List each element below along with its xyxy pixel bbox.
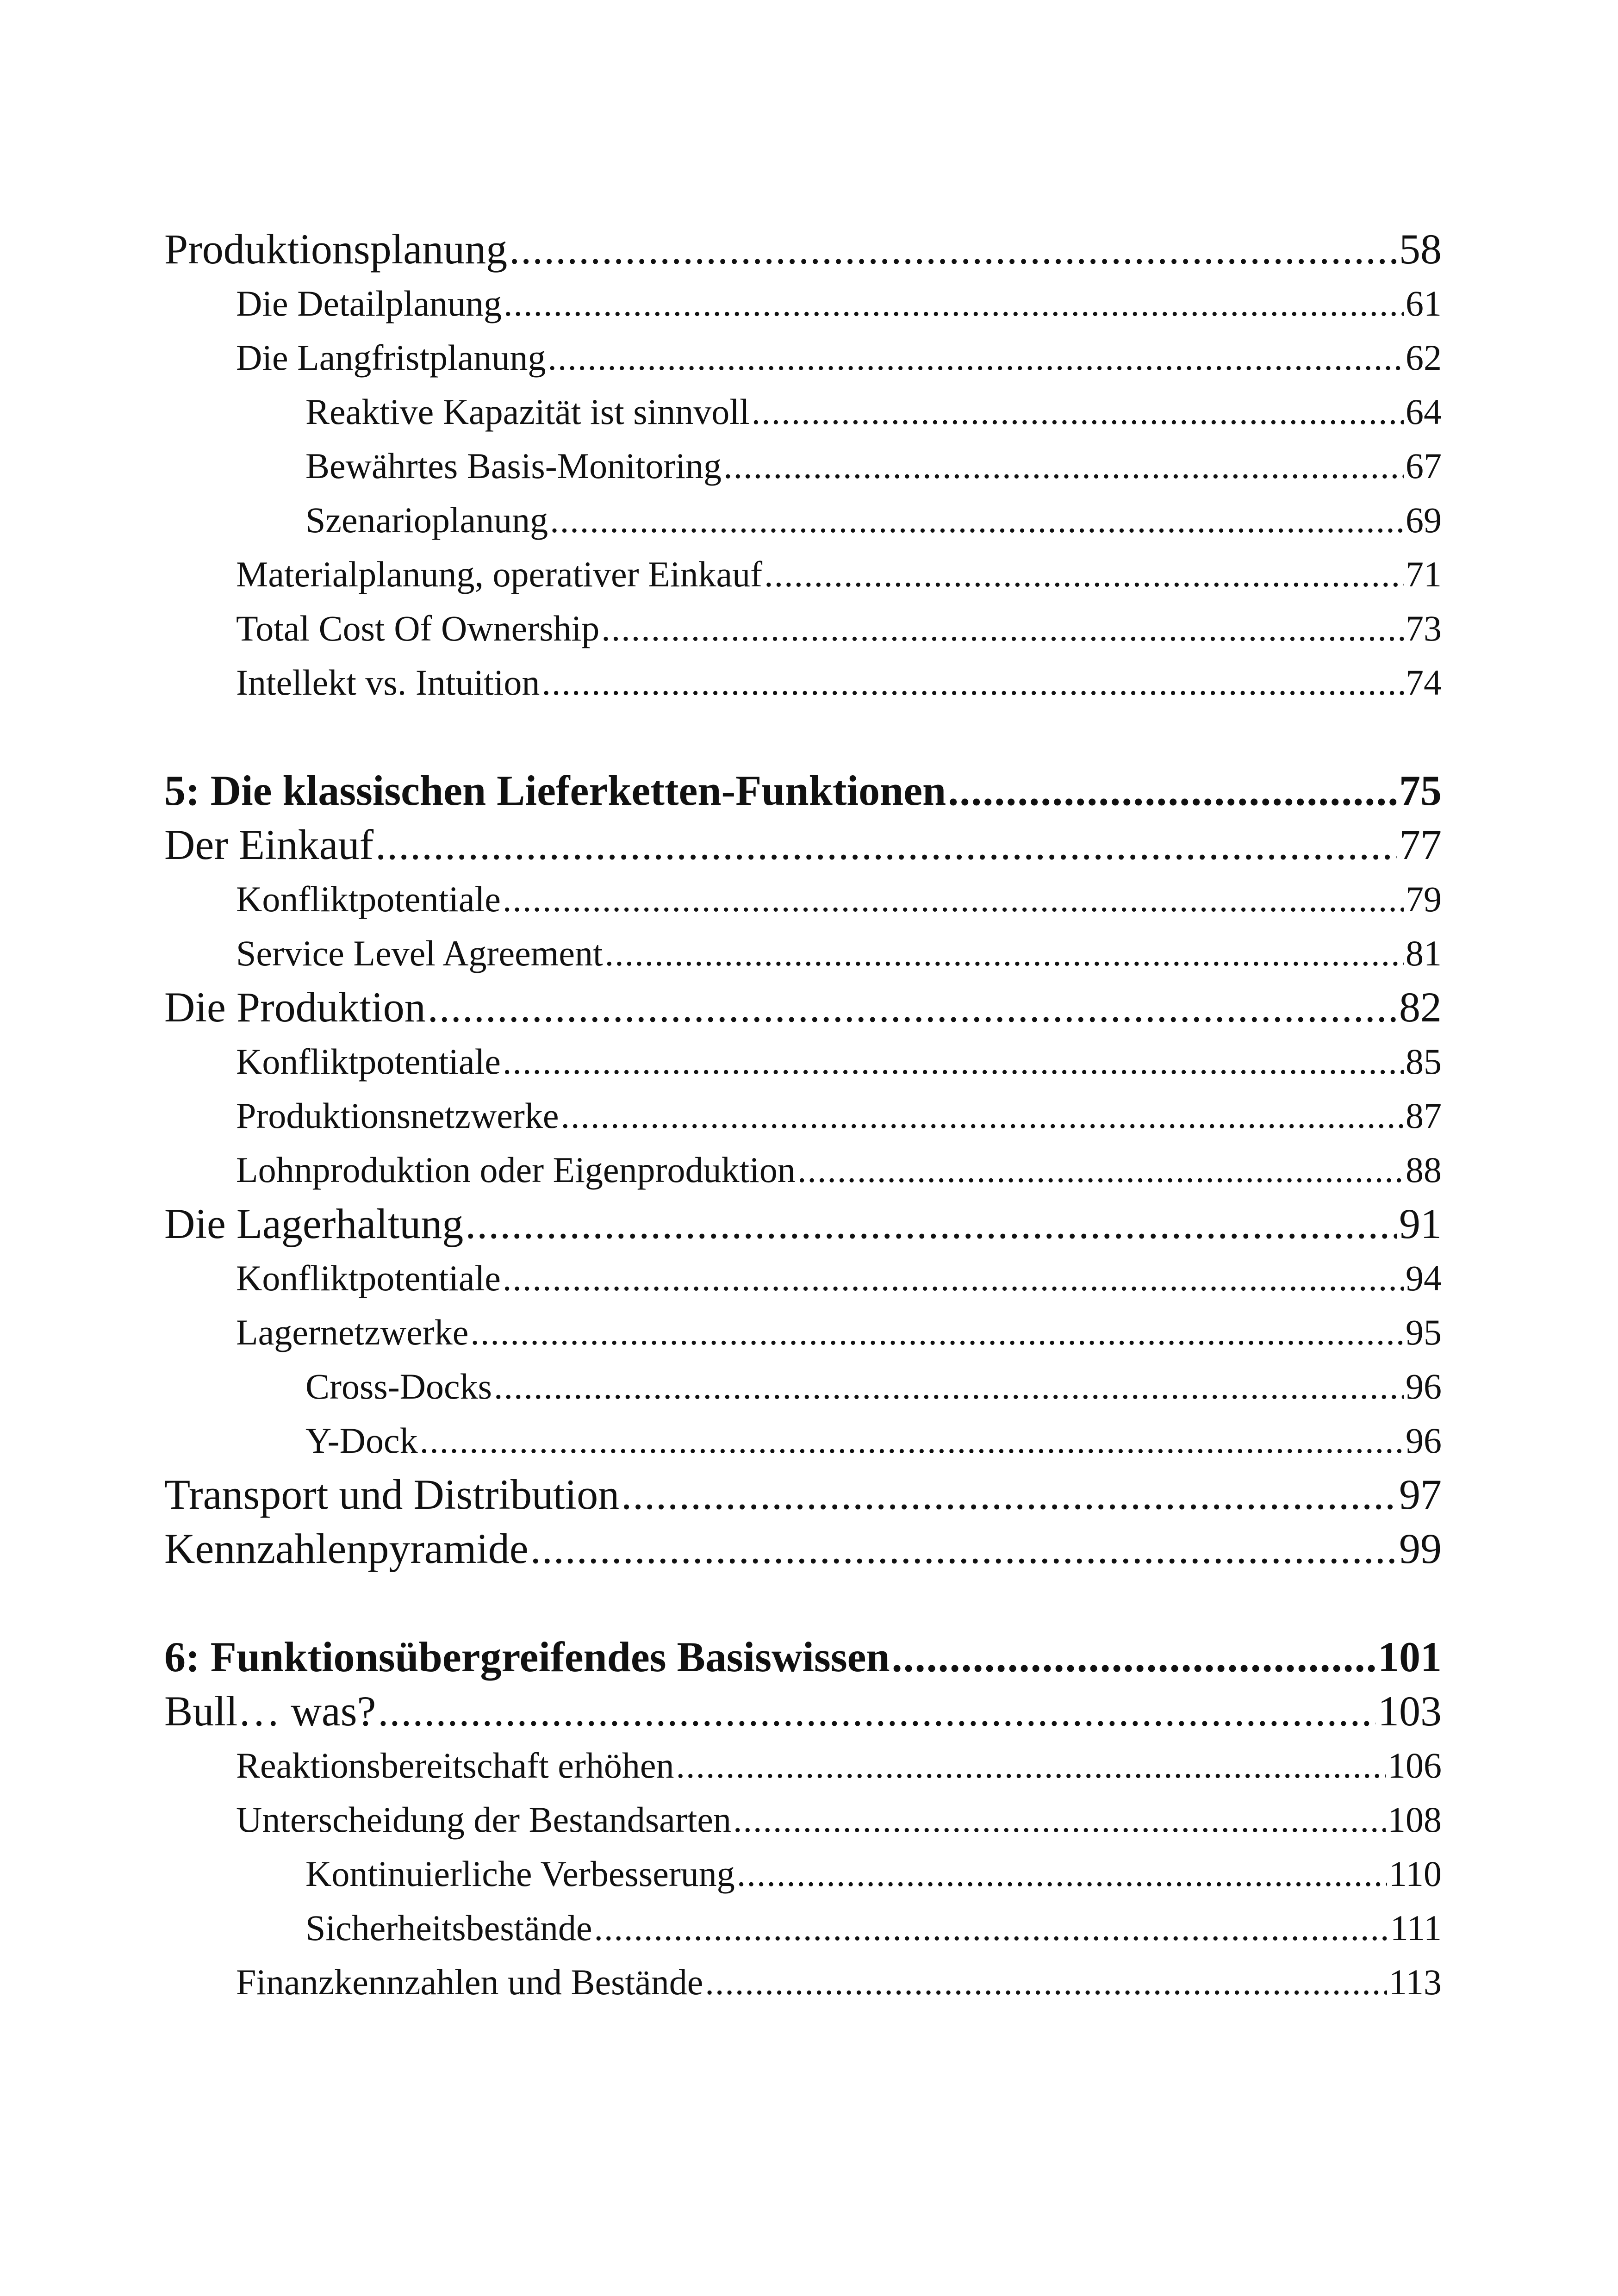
- dot-leader: [503, 872, 1404, 926]
- dot-leader: [428, 980, 1397, 1034]
- toc-entry-page: 99: [1399, 1525, 1442, 1572]
- toc-chapter-page: 101: [1378, 1633, 1442, 1680]
- toc-entry-title: Konfliktpotentiale: [236, 879, 501, 919]
- toc-entry-page: 79: [1406, 879, 1442, 919]
- toc-entry[interactable]: [164, 601, 1442, 655]
- toc-entry[interactable]: [164, 1955, 1442, 2009]
- toc-entry-title: Lagernetzwerke: [236, 1312, 469, 1352]
- toc-entry[interactable]: [164, 493, 1442, 547]
- toc-chapter-title: 6: Funktionsübergreifendes Basiswissen: [164, 1633, 890, 1680]
- dot-leader: [550, 493, 1404, 547]
- toc-entry-title: Die Detailplanung: [236, 283, 502, 324]
- dot-leader: [705, 1955, 1387, 2009]
- toc-entry-title: Bewährtes Basis-Monitoring: [305, 446, 722, 486]
- toc-entry-page: 71: [1406, 554, 1442, 594]
- dot-leader: [797, 1143, 1404, 1197]
- toc-entry-page: 81: [1406, 933, 1442, 973]
- toc-entry-page: 106: [1388, 1745, 1442, 1786]
- toc-entry[interactable]: [164, 439, 1442, 493]
- toc-entry-title: Sicherheitsbestände: [305, 1908, 592, 1948]
- toc-entry[interactable]: [164, 1413, 1442, 1468]
- toc-entry-title: Reaktionsbereitschaft erhöhen: [236, 1745, 674, 1786]
- dot-leader: [752, 385, 1404, 439]
- toc-entry-title: Kennzahlenpyramide: [164, 1525, 529, 1572]
- toc-entry[interactable]: [164, 1359, 1442, 1413]
- toc-entry-page: 110: [1388, 1854, 1442, 1894]
- toc-entry-page: 74: [1406, 662, 1442, 703]
- toc-entry[interactable]: [164, 330, 1442, 385]
- dot-leader: [621, 1468, 1397, 1522]
- dot-leader: [892, 1630, 1376, 1684]
- toc-entry-title: Cross-Docks: [305, 1366, 492, 1406]
- toc-entry-title: Die Lagerhaltung: [164, 1200, 464, 1247]
- toc-entry-page: 85: [1406, 1041, 1442, 1082]
- dot-leader: [530, 1522, 1397, 1576]
- toc-entry-page: 108: [1388, 1799, 1442, 1840]
- toc-entry[interactable]: [164, 547, 1442, 601]
- dot-leader: [561, 1089, 1404, 1143]
- table-of-contents: [164, 222, 1442, 2009]
- toc-entry-page: 69: [1406, 500, 1442, 540]
- dot-leader: [420, 1413, 1404, 1468]
- toc-entry-page: 96: [1406, 1420, 1442, 1461]
- dot-leader: [601, 601, 1404, 655]
- dot-leader: [723, 439, 1404, 493]
- toc-entry-page: 91: [1399, 1200, 1442, 1247]
- toc-entry-page: 97: [1399, 1471, 1442, 1518]
- toc-entry-title: Kontinuierliche Verbesserung: [305, 1854, 735, 1894]
- toc-entry-title: Service Level Agreement: [236, 933, 603, 973]
- toc-entry-page: 94: [1406, 1258, 1442, 1298]
- toc-entry[interactable]: [164, 1089, 1442, 1143]
- dot-leader: [737, 1847, 1387, 1901]
- dot-leader: [504, 276, 1404, 330]
- dot-leader: [465, 1197, 1397, 1251]
- toc-entry-title: Intellekt vs. Intuition: [236, 662, 540, 703]
- toc-entry[interactable]: [164, 1305, 1442, 1359]
- dot-leader: [948, 764, 1397, 818]
- toc-entry[interactable]: [164, 385, 1442, 439]
- dot-leader: [470, 1305, 1404, 1359]
- dot-leader: [764, 547, 1404, 601]
- dot-leader: [375, 818, 1397, 872]
- dot-leader: [378, 1684, 1376, 1738]
- toc-chapter-heading[interactable]: [164, 1630, 1442, 1684]
- dot-leader: [548, 330, 1404, 385]
- toc-entry-title: Bull… was?: [164, 1687, 376, 1735]
- dot-leader: [594, 1901, 1388, 1955]
- toc-entry-title: Finanzkennzahlen und Bestände: [236, 1962, 703, 2002]
- toc-chapter-page: 75: [1399, 767, 1442, 814]
- toc-entry[interactable]: [164, 276, 1442, 330]
- toc-entry-page: 73: [1406, 608, 1442, 648]
- toc-entry[interactable]: [164, 1847, 1442, 1901]
- toc-entry[interactable]: [164, 1251, 1442, 1305]
- toc-entry-page: 111: [1390, 1908, 1442, 1948]
- dot-leader: [503, 1251, 1404, 1305]
- toc-entry[interactable]: [164, 655, 1442, 709]
- toc-entry-title: Produktionsnetzwerke: [236, 1095, 559, 1136]
- toc-entry-title: Die Produktion: [164, 983, 426, 1031]
- toc-entry-title: Produktionsplanung: [164, 225, 508, 273]
- toc-entry-page: 103: [1378, 1687, 1442, 1735]
- toc-entry-title: Unterscheidung der Bestandsarten: [236, 1799, 731, 1840]
- toc-entry-title: Lohnproduktion oder Eigenproduktion: [236, 1150, 796, 1190]
- toc-entry-page: 64: [1406, 392, 1442, 432]
- toc-entry-page: 113: [1388, 1962, 1442, 2002]
- toc-entry-title: Konfliktpotentiale: [236, 1041, 501, 1082]
- toc-entry-page: 96: [1406, 1366, 1442, 1406]
- toc-entry-title: Materialplanung, operativer Einkauf: [236, 554, 763, 594]
- toc-entry[interactable]: [164, 872, 1442, 926]
- toc-entry[interactable]: [164, 1034, 1442, 1089]
- toc-chapter-title: 5: Die klassischen Lieferketten-Funktionen: [164, 767, 946, 814]
- toc-entry[interactable]: [164, 1792, 1442, 1847]
- toc-entry[interactable]: [164, 1143, 1442, 1197]
- section-spacer: [164, 1576, 1442, 1630]
- toc-entry-title: Reaktive Kapazität ist sinnvoll: [305, 392, 750, 432]
- toc-entry-title: Konfliktpotentiale: [236, 1258, 501, 1298]
- toc-entry-page: 82: [1399, 983, 1442, 1031]
- toc-entry-page: 67: [1406, 446, 1442, 486]
- toc-entry-page: 95: [1406, 1312, 1442, 1352]
- dot-leader: [509, 222, 1397, 276]
- toc-entry-title: Der Einkauf: [164, 821, 374, 868]
- toc-entry[interactable]: [164, 1901, 1442, 1955]
- toc-entry-page: 58: [1399, 225, 1442, 273]
- toc-entry-page: 61: [1406, 283, 1442, 324]
- toc-entry[interactable]: [164, 818, 1442, 872]
- toc-entry[interactable]: [164, 1684, 1442, 1738]
- toc-entry[interactable]: [164, 980, 1442, 1034]
- dot-leader: [541, 655, 1404, 709]
- toc-entry[interactable]: [164, 1197, 1442, 1251]
- toc-entry-page: 87: [1406, 1095, 1442, 1136]
- toc-entry[interactable]: [164, 926, 1442, 980]
- toc-entry[interactable]: [164, 1738, 1442, 1792]
- toc-entry-title: Transport und Distribution: [164, 1471, 620, 1518]
- toc-entry[interactable]: [164, 1468, 1442, 1522]
- toc-entry-page: 77: [1399, 821, 1442, 868]
- dot-leader: [733, 1792, 1386, 1847]
- toc-entry-title: Die Langfristplanung: [236, 337, 546, 378]
- toc-entry[interactable]: [164, 1522, 1442, 1576]
- dot-leader: [494, 1359, 1404, 1413]
- toc-entry-title: Szenarioplanung: [305, 500, 548, 540]
- toc-entry[interactable]: [164, 222, 1442, 276]
- toc-entry-title: Total Cost Of Ownership: [236, 608, 600, 648]
- toc-entry-page: 88: [1406, 1150, 1442, 1190]
- toc-entry-title: Y-Dock: [305, 1420, 418, 1461]
- toc-entry-page: 62: [1406, 337, 1442, 378]
- dot-leader: [503, 1034, 1404, 1089]
- dot-leader: [605, 926, 1404, 980]
- section-spacer: [164, 709, 1442, 764]
- dot-leader: [676, 1738, 1386, 1792]
- toc-chapter-heading[interactable]: [164, 764, 1442, 818]
